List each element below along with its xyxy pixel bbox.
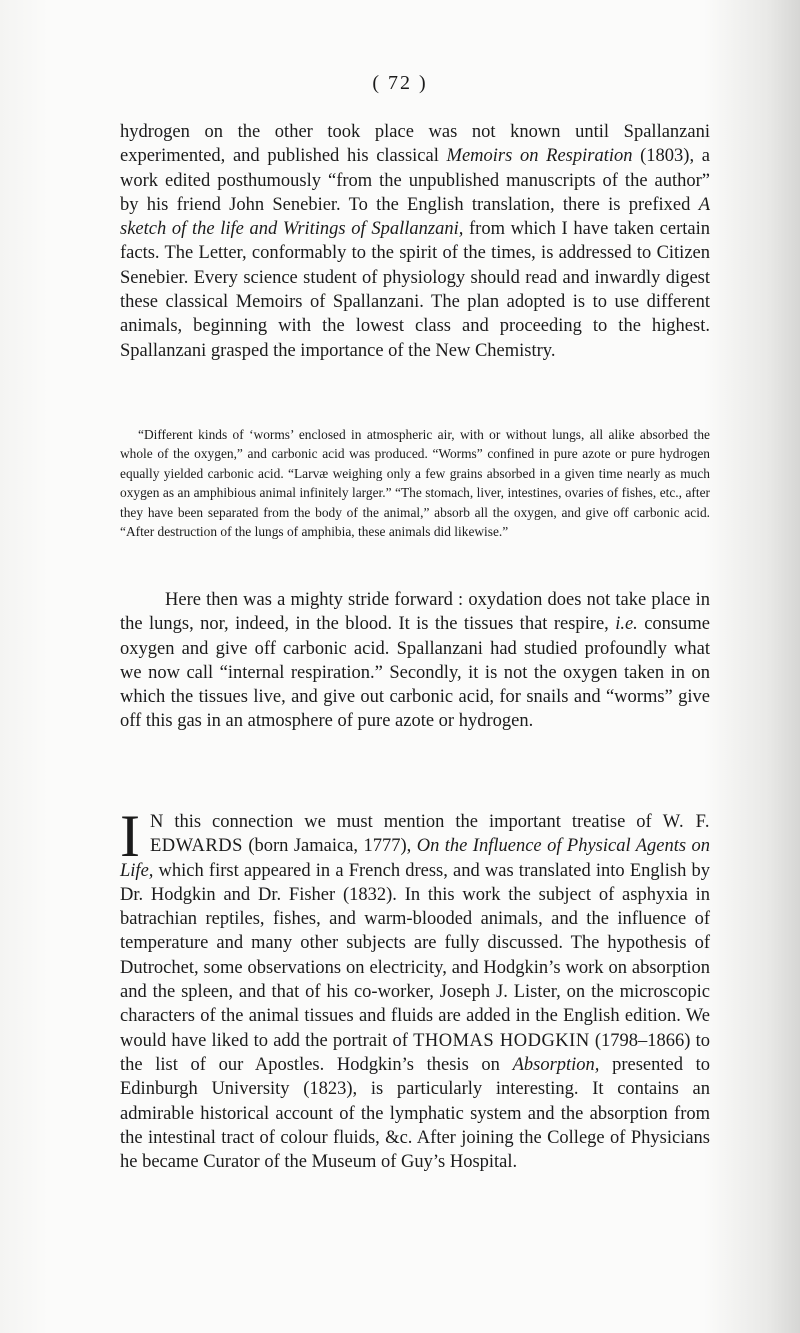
book-title-sketch: A sketch of the life and Writings of Spallanzani, bbox=[120, 194, 710, 240]
text-run: N this connection we must mention the important treatise of bbox=[149, 812, 663, 832]
text-run: hydrogen on the other took place was not known until Spallanzani experimented, and published his classical bbox=[120, 122, 710, 167]
abbreviation-ie: i.e. bbox=[615, 614, 638, 635]
text-run: (born Jamaica, 1777), bbox=[242, 836, 417, 857]
drop-cap: I bbox=[120, 803, 140, 869]
paragraph-mighty-stride bbox=[120, 588, 710, 734]
paragraph-text bbox=[120, 588, 710, 734]
quote-text: “Different kinds of ‘worms’ enclosed in atmospheric air, with or without lungs, all alike absorbed the whole of the oxygen,” and carbonic acid was produced. “Worms” confined in pure azote or pure hydrogen equally yielded carbonic acid. “Larvæ weighing only a few grains absorbed in a given time nearly as much oxygen as an amphibious animal infinitely larger.” “The stomach, liver, intestines, ovaries of fishes, etc., after they have been separated from the body of the animal,” absorb all the oxygen, and give off carbonic acid. “After destruction of the lungs of amphibia, these animals did likewise.” bbox=[120, 427, 710, 540]
paragraph-text bbox=[120, 803, 710, 1174]
page-number: ( 72 ) bbox=[372, 72, 428, 94]
text-run: which first appeared in a French dress, and was translated into English by Dr. Hodgkin and Dr. Fisher (1832). In this work the subject of asphyxia in batrachian reptiles, fishes, and warm-blooded animals, and the influence of temperature and many other subjects are fully discussed. The hypothesis of Dutrochet, some observations on electricity, and Hodgkin’s work on absorption and the spleen, and that of his co-worker, Joseph J. Lister, on the microscopic characters of the animal tissues and fluids are added in the English edition. We would have liked to add the portrait of bbox=[120, 860, 710, 1051]
text-run: Here then was a mighty stride forward : oxydation does not take place in the lungs, nor, indeed, in the blood. It is the tissues that respire, bbox=[120, 590, 710, 635]
book-title-absorption: Absorption, bbox=[512, 1054, 600, 1075]
paragraph-edwards bbox=[120, 803, 710, 1174]
text-run: consume oxygen and give off carbonic acid. Spallanzani had studied profoundly what we now call “internal respiration.” Secondly, it is not the oxygen taken in on which the tissues live, and give out carbonic acid, for snails and “worms” give off this gas in an atmosphere of pure azote or hydrogen. bbox=[120, 614, 710, 732]
text-run: (1798–1866) to the list of our Apostles. Hodgkin’s thesis on bbox=[120, 1030, 710, 1075]
paragraph-text bbox=[120, 120, 710, 363]
book-title-memoirs: Memoirs on Respiration bbox=[446, 146, 633, 167]
paragraph-spallanzani bbox=[120, 120, 710, 363]
name-hodgkin: THOMAS HODGKIN bbox=[413, 1030, 590, 1051]
book-title-influence: On the Influence of Physical Agents on Life, bbox=[120, 836, 710, 881]
text-run: presented to Edinburgh University (1823), is particularly interesting. It contains an admirable historical account of the lymphatic system and the absorption from the intestinal tract of colour fluids, &c. After joining the College of Physicians he became Curator of the Museum of Guy’s Hospital. bbox=[120, 1054, 710, 1173]
text-run: from which I have taken certain facts. The Letter, conformably to the spirit of the times, is addressed to Citizen Senebier. Every science student of physiology should read and inwardly digest these classical Memoirs of Spallanzani. The plan adopted is to use different animals, beginning with the lowest class and proceeding to the highest. Spallanzani grasped the importance of the New Chemistry. bbox=[120, 219, 710, 361]
name-edwards: W. F. EDWARDS bbox=[149, 812, 710, 857]
text-run: (1803), a work edited posthumously “from the unpublished manuscripts of the author” by his friend John Senebier. To the English translation, there is prefixed bbox=[120, 146, 710, 215]
block-quote bbox=[120, 425, 710, 541]
